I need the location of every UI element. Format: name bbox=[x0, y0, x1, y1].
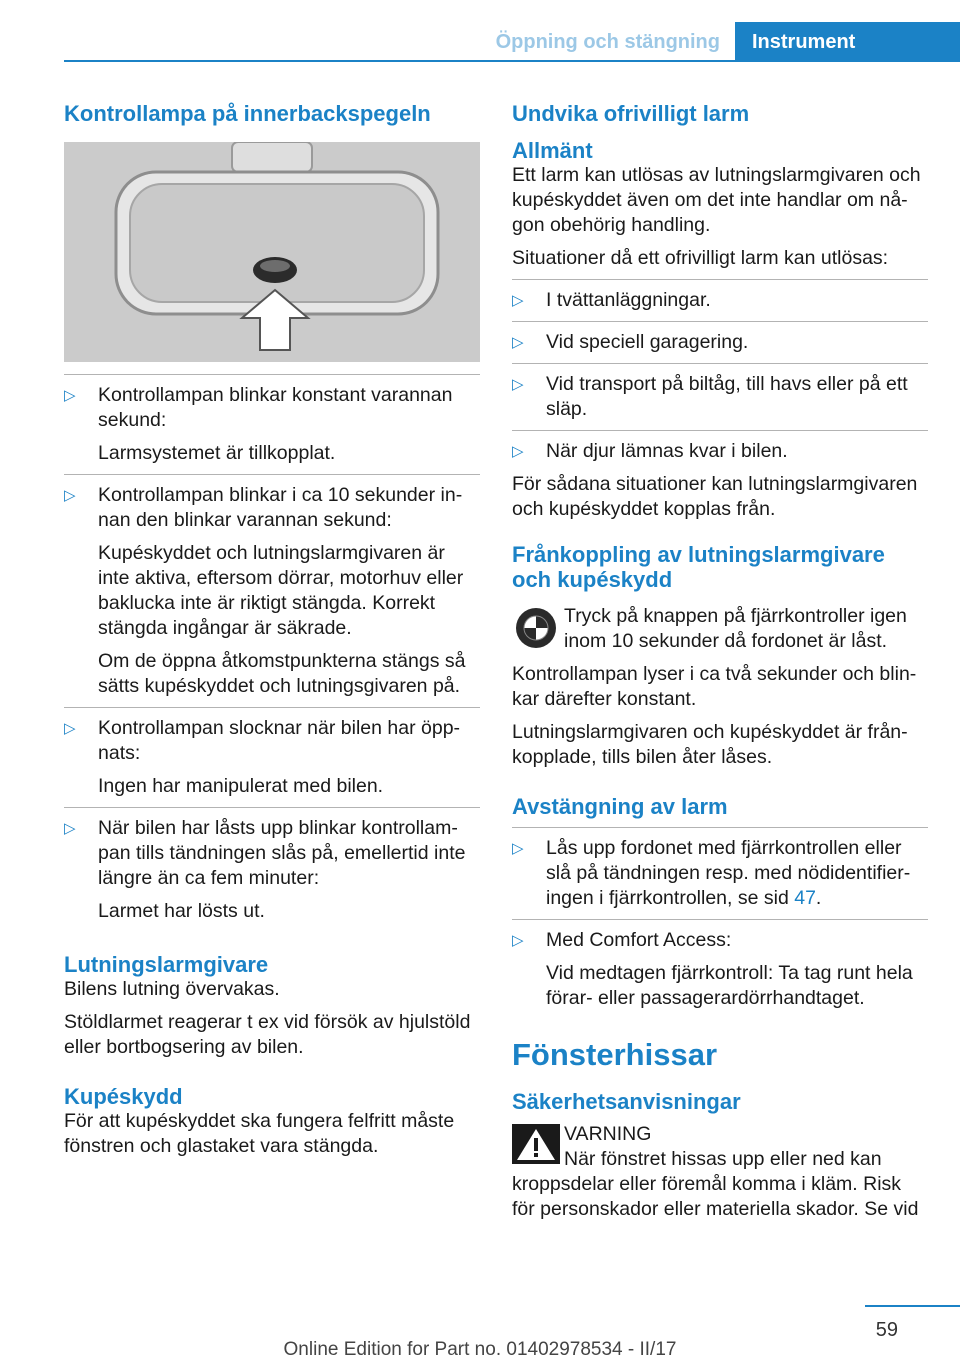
bmw-logo-icon bbox=[512, 604, 560, 652]
divider bbox=[64, 374, 480, 375]
warning-label: VARNING bbox=[564, 1123, 652, 1145]
divider bbox=[512, 827, 928, 828]
footer-edition: Online Edition for Part no. 01402978534 - II/17 bbox=[283, 1339, 677, 1360]
warning-box bbox=[512, 1122, 928, 1172]
section-heading-avoid-alarm: Undvika ofrivilligt larm bbox=[512, 101, 750, 126]
divider bbox=[512, 279, 928, 280]
divider bbox=[64, 807, 480, 808]
bullet-triangle-icon: ▷ bbox=[64, 487, 76, 504]
icon-note-text: Tryck på knappen på fjärrkontroller igen inom 10 sekunder då fordonet är låst. bbox=[564, 605, 907, 652]
list-item-subtext: Kupéskyddet och lutningslarmgivaren är inte aktiva, eftersom dörrar, motorhuv eller baklucka inte är riktigt stängda. Korrekt stängda ingångar är säkrade. bbox=[98, 542, 464, 639]
list-item bbox=[64, 816, 480, 924]
list-item-text: I tvättanläggningar. bbox=[546, 289, 711, 311]
warning-text: kroppsdelar eller föremål komma i kläm. Risk för personskador eller materiella skador. Se vid bbox=[512, 1173, 919, 1220]
list-item-text: När bilen har låsts upp blinkar kontrollam‐pan tills tändningen slås på, emellertid inte längre än ca fem minuter: bbox=[98, 817, 466, 889]
divider bbox=[512, 430, 928, 431]
list-item bbox=[512, 288, 928, 313]
list-item-text: Vid transport på biltåg, till havs eller på ett släp. bbox=[546, 373, 908, 420]
list-item-text: Kontrollampan blinkar i ca 10 sekunder in‐nan den blinkar varannan sekund: bbox=[98, 484, 463, 531]
divider bbox=[512, 321, 928, 322]
paragraph: Ett larm kan utlösas av lutningslarmgivaren och kupéskyddet även om det inte handlar om nå‐gon obehörig handling. bbox=[512, 164, 921, 236]
rearview-mirror-image bbox=[64, 142, 480, 362]
chapter-heading-windows: Fönsterhissar bbox=[512, 1037, 718, 1072]
warning-triangle-icon bbox=[512, 1124, 560, 1164]
list-item-subtext: Larmet har lösts ut. bbox=[98, 900, 265, 922]
list-item-text: Vid speciell garagering. bbox=[546, 331, 749, 353]
divider bbox=[64, 707, 480, 708]
paragraph: Stöldlarmet reagerar t ex vid försök av hjulstöld eller bortbogsering av bilen. bbox=[64, 1011, 471, 1058]
section-heading-indicator-lamp: Kontrollampa på innerbackspegeln bbox=[64, 101, 431, 126]
list-item bbox=[512, 330, 928, 355]
bullet-triangle-icon: ▷ bbox=[512, 376, 524, 393]
page-number: 59 bbox=[875, 1319, 898, 1341]
subheading-disconnect: Frånkoppling av lutningslarmgivare och kupéskydd bbox=[512, 542, 885, 592]
divider bbox=[512, 363, 928, 364]
bullet-triangle-icon: ▷ bbox=[512, 334, 524, 351]
bullet-triangle-icon: ▷ bbox=[512, 292, 524, 309]
paragraph: Lutningslarmgivaren och kupéskyddet är från‐kopplade, tills bilen åter låses. bbox=[512, 721, 908, 768]
header-rule bbox=[64, 60, 960, 62]
list-item bbox=[64, 716, 480, 799]
subheading-safety: Säkerhetsanvisningar bbox=[512, 1089, 741, 1114]
list-item-subtext: Ingen har manipulerat med bilen. bbox=[98, 775, 384, 797]
subheading-general: Allmänt bbox=[512, 138, 593, 163]
list-item bbox=[64, 383, 480, 466]
list-item bbox=[512, 372, 928, 422]
left-column bbox=[64, 100, 480, 1167]
paragraph: Kontrollampan lyser i ca två sekunder och blin‐kar därefter konstant. bbox=[512, 663, 917, 710]
list-item-subtext: Vid medtagen fjärrkontroll: Ta tag runt hela förar- eller passagerardörrhandtaget. bbox=[546, 962, 913, 1009]
list-item-text-end: . bbox=[815, 887, 822, 909]
right-column bbox=[512, 100, 928, 1230]
paragraph: Bilens lutning övervakas. bbox=[64, 978, 280, 1000]
paragraph: För att kupéskyddet ska fungera felfritt måste fönstren och glastaket vara stängda. bbox=[64, 1110, 455, 1157]
list-item-text: Med Comfort Access: bbox=[546, 929, 732, 951]
paragraph: Situationer då ett ofrivilligt larm kan utlösas: bbox=[512, 247, 889, 269]
subheading-tilt-sensor: Lutningslarmgivare bbox=[64, 952, 269, 977]
bullet-triangle-icon: ▷ bbox=[64, 387, 76, 404]
header-chapter-tab: Instrument bbox=[735, 22, 960, 62]
list-item-subtext: Larmsystemet är tillkopplat. bbox=[98, 442, 336, 464]
list-item-text: Kontrollampan slocknar när bilen har öpp‐nats: bbox=[98, 717, 461, 764]
remote-key-note bbox=[512, 604, 928, 654]
bullet-triangle-icon: ▷ bbox=[512, 443, 524, 460]
warning-text-line: När fönstret hissas upp eller ned kan bbox=[564, 1148, 882, 1170]
header-section-title: Öppning och stängning bbox=[495, 31, 720, 53]
bullet-triangle-icon: ▷ bbox=[512, 840, 524, 857]
paragraph: För sådana situationer kan lutningslarmgivaren och kupéskyddet kopplas från. bbox=[512, 473, 918, 520]
list-item bbox=[512, 928, 928, 1011]
page-reference-link[interactable]: 47 bbox=[794, 887, 816, 909]
bullet-triangle-icon: ▷ bbox=[64, 720, 76, 737]
subheading-alarm-off: Avstängning av larm bbox=[512, 794, 728, 819]
page-header bbox=[0, 0, 960, 62]
bullet-triangle-icon: ▷ bbox=[64, 820, 76, 837]
divider bbox=[512, 919, 928, 920]
list-item-text: Kontrollampan blinkar konstant varannan sekund: bbox=[98, 384, 453, 431]
list-item-text: När djur lämnas kvar i bilen. bbox=[546, 440, 788, 462]
bullet-triangle-icon: ▷ bbox=[512, 932, 524, 949]
divider bbox=[64, 474, 480, 475]
list-item bbox=[64, 483, 480, 699]
list-item bbox=[512, 836, 928, 911]
warning-content bbox=[564, 1122, 882, 1172]
footer-rule bbox=[865, 1305, 960, 1307]
list-item-text-part: Lås upp fordonet med fjärrkontrollen eller slå på tändningen resp. med nödidentifier‐ingen i fjärrkontrollen, se sid bbox=[546, 837, 911, 909]
list-item-subtext: Om de öppna åtkomstpunkterna stängs så sätts kupéskyddet och lutningsgivaren på. bbox=[98, 650, 466, 697]
list-item bbox=[512, 439, 928, 464]
list-item-text bbox=[546, 836, 928, 911]
subheading-interior-protection: Kupéskydd bbox=[64, 1084, 183, 1109]
